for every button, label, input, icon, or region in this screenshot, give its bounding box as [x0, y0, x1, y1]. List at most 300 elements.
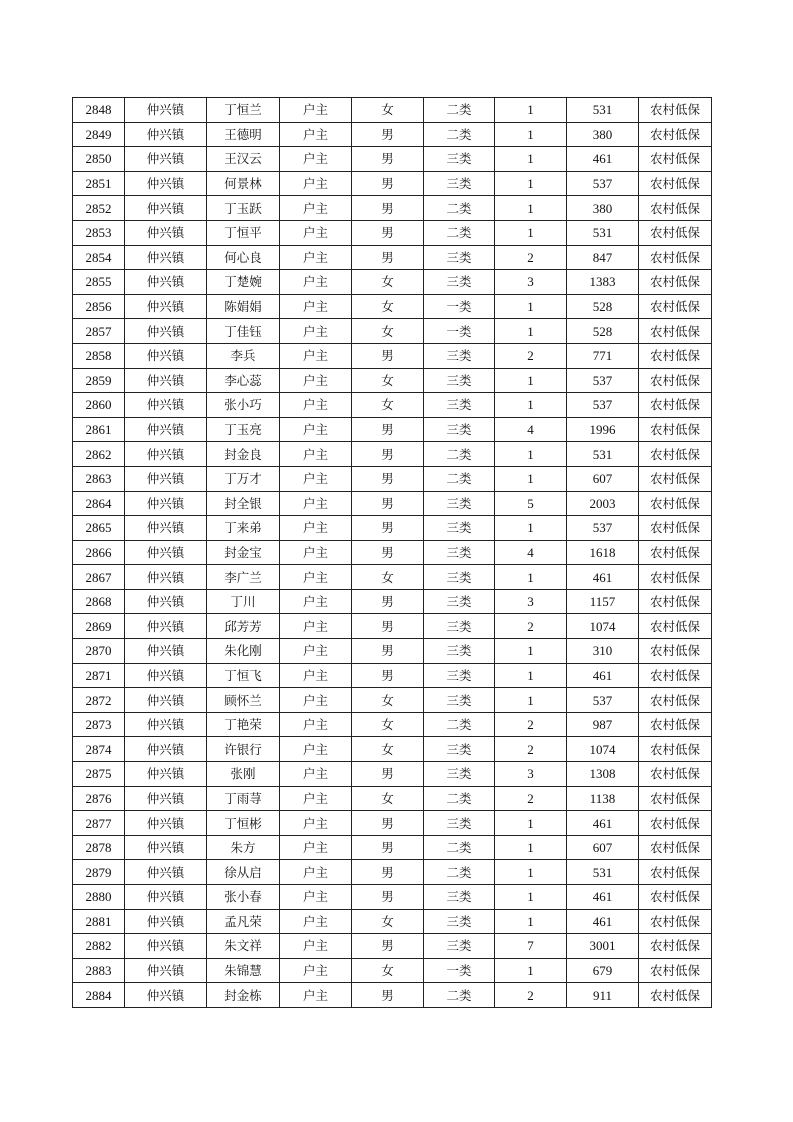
relation-cell: 户主 — [280, 466, 352, 491]
name-cell: 张小巧 — [207, 393, 280, 418]
program-cell: 农村低保 — [639, 491, 712, 516]
relation-cell: 户主 — [280, 909, 352, 934]
town-cell: 仲兴镇 — [125, 393, 207, 418]
amount-cell: 528 — [567, 319, 639, 344]
relation-cell: 户主 — [280, 319, 352, 344]
amount-cell: 528 — [567, 294, 639, 319]
household-size-cell: 1 — [495, 663, 567, 688]
program-cell: 农村低保 — [639, 442, 712, 467]
category-cell: 三类 — [424, 762, 495, 787]
program-cell: 农村低保 — [639, 762, 712, 787]
amount-cell: 537 — [567, 368, 639, 393]
serial-number-cell: 2865 — [73, 516, 125, 541]
table-row — [73, 171, 712, 196]
household-size-cell: 1 — [495, 294, 567, 319]
relation-cell: 户主 — [280, 245, 352, 270]
gender-cell: 男 — [352, 639, 424, 664]
name-cell: 何景林 — [207, 171, 280, 196]
town-cell: 仲兴镇 — [125, 466, 207, 491]
serial-number-cell: 2864 — [73, 491, 125, 516]
name-cell: 丁玉亮 — [207, 417, 280, 442]
household-size-cell: 1 — [495, 442, 567, 467]
category-cell: 三类 — [424, 639, 495, 664]
serial-number-cell: 2875 — [73, 762, 125, 787]
serial-number-cell: 2874 — [73, 737, 125, 762]
category-cell: 三类 — [424, 245, 495, 270]
household-size-cell: 7 — [495, 934, 567, 959]
name-cell: 丁玉跃 — [207, 196, 280, 221]
amount-cell: 987 — [567, 712, 639, 737]
program-cell: 农村低保 — [639, 565, 712, 590]
name-cell: 朱方 — [207, 835, 280, 860]
relation-cell: 户主 — [280, 343, 352, 368]
gender-cell: 男 — [352, 762, 424, 787]
relation-cell: 户主 — [280, 98, 352, 123]
program-cell: 农村低保 — [639, 663, 712, 688]
table-row — [73, 737, 712, 762]
gender-cell: 男 — [352, 540, 424, 565]
amount-cell: 1618 — [567, 540, 639, 565]
amount-cell: 911 — [567, 983, 639, 1008]
serial-number-cell: 2879 — [73, 860, 125, 885]
serial-number-cell: 2882 — [73, 934, 125, 959]
town-cell: 仲兴镇 — [125, 319, 207, 344]
town-cell: 仲兴镇 — [125, 589, 207, 614]
town-cell: 仲兴镇 — [125, 983, 207, 1008]
program-cell: 农村低保 — [639, 737, 712, 762]
household-size-cell: 1 — [495, 639, 567, 664]
relation-cell: 户主 — [280, 196, 352, 221]
gender-cell: 男 — [352, 589, 424, 614]
table-row — [73, 860, 712, 885]
program-cell: 农村低保 — [639, 343, 712, 368]
town-cell: 仲兴镇 — [125, 245, 207, 270]
name-cell: 丁万才 — [207, 466, 280, 491]
amount-cell: 537 — [567, 393, 639, 418]
serial-number-cell: 2869 — [73, 614, 125, 639]
amount-cell: 461 — [567, 909, 639, 934]
program-cell: 农村低保 — [639, 270, 712, 295]
amount-cell: 461 — [567, 147, 639, 172]
program-cell: 农村低保 — [639, 294, 712, 319]
gender-cell: 男 — [352, 491, 424, 516]
category-cell: 三类 — [424, 811, 495, 836]
amount-cell: 1157 — [567, 589, 639, 614]
table-row — [73, 811, 712, 836]
category-cell: 三类 — [424, 663, 495, 688]
relation-cell: 户主 — [280, 393, 352, 418]
household-size-cell: 1 — [495, 811, 567, 836]
name-cell: 丁艳荣 — [207, 712, 280, 737]
table-row — [73, 245, 712, 270]
gender-cell: 女 — [352, 98, 424, 123]
household-size-cell: 2 — [495, 712, 567, 737]
serial-number-cell: 2878 — [73, 835, 125, 860]
allowance-table — [72, 97, 712, 1008]
household-size-cell: 5 — [495, 491, 567, 516]
gender-cell: 男 — [352, 934, 424, 959]
relation-cell: 户主 — [280, 491, 352, 516]
relation-cell: 户主 — [280, 983, 352, 1008]
name-cell: 陈娟娟 — [207, 294, 280, 319]
serial-number-cell: 2854 — [73, 245, 125, 270]
program-cell: 农村低保 — [639, 319, 712, 344]
town-cell: 仲兴镇 — [125, 639, 207, 664]
gender-cell: 男 — [352, 860, 424, 885]
serial-number-cell: 2883 — [73, 958, 125, 983]
amount-cell: 531 — [567, 220, 639, 245]
gender-cell: 女 — [352, 368, 424, 393]
program-cell: 农村低保 — [639, 688, 712, 713]
table-row — [73, 983, 712, 1008]
category-cell: 三类 — [424, 589, 495, 614]
amount-cell: 310 — [567, 639, 639, 664]
category-cell: 三类 — [424, 565, 495, 590]
serial-number-cell: 2859 — [73, 368, 125, 393]
program-cell: 农村低保 — [639, 220, 712, 245]
category-cell: 三类 — [424, 934, 495, 959]
table-row — [73, 565, 712, 590]
program-cell: 农村低保 — [639, 614, 712, 639]
amount-cell: 461 — [567, 663, 639, 688]
amount-cell: 771 — [567, 343, 639, 368]
household-size-cell: 1 — [495, 98, 567, 123]
household-size-cell: 1 — [495, 466, 567, 491]
program-cell: 农村低保 — [639, 196, 712, 221]
category-cell: 二类 — [424, 220, 495, 245]
gender-cell: 女 — [352, 737, 424, 762]
program-cell: 农村低保 — [639, 171, 712, 196]
category-cell: 三类 — [424, 393, 495, 418]
serial-number-cell: 2856 — [73, 294, 125, 319]
relation-cell: 户主 — [280, 565, 352, 590]
amount-cell: 2003 — [567, 491, 639, 516]
gender-cell: 男 — [352, 245, 424, 270]
amount-cell: 607 — [567, 835, 639, 860]
program-cell: 农村低保 — [639, 909, 712, 934]
amount-cell: 1383 — [567, 270, 639, 295]
gender-cell: 男 — [352, 122, 424, 147]
table-row — [73, 417, 712, 442]
relation-cell: 户主 — [280, 663, 352, 688]
town-cell: 仲兴镇 — [125, 811, 207, 836]
category-cell: 三类 — [424, 171, 495, 196]
relation-cell: 户主 — [280, 220, 352, 245]
category-cell: 三类 — [424, 688, 495, 713]
program-cell: 农村低保 — [639, 147, 712, 172]
town-cell: 仲兴镇 — [125, 442, 207, 467]
category-cell: 一类 — [424, 958, 495, 983]
household-size-cell: 1 — [495, 393, 567, 418]
category-cell: 二类 — [424, 860, 495, 885]
name-cell: 丁川 — [207, 589, 280, 614]
name-cell: 李兵 — [207, 343, 280, 368]
table-row — [73, 343, 712, 368]
program-cell: 农村低保 — [639, 835, 712, 860]
program-cell: 农村低保 — [639, 860, 712, 885]
town-cell: 仲兴镇 — [125, 417, 207, 442]
serial-number-cell: 2855 — [73, 270, 125, 295]
table-row — [73, 393, 712, 418]
gender-cell: 女 — [352, 688, 424, 713]
serial-number-cell: 2870 — [73, 639, 125, 664]
relation-cell: 户主 — [280, 614, 352, 639]
name-cell: 封全银 — [207, 491, 280, 516]
gender-cell: 女 — [352, 393, 424, 418]
program-cell: 农村低保 — [639, 516, 712, 541]
name-cell: 张小春 — [207, 885, 280, 910]
name-cell: 张刚 — [207, 762, 280, 787]
program-cell: 农村低保 — [639, 122, 712, 147]
household-size-cell: 1 — [495, 220, 567, 245]
household-size-cell: 4 — [495, 417, 567, 442]
category-cell: 一类 — [424, 294, 495, 319]
amount-cell: 607 — [567, 466, 639, 491]
program-cell: 农村低保 — [639, 786, 712, 811]
relation-cell: 户主 — [280, 270, 352, 295]
amount-cell: 537 — [567, 516, 639, 541]
table-row — [73, 516, 712, 541]
serial-number-cell: 2871 — [73, 663, 125, 688]
gender-cell: 男 — [352, 983, 424, 1008]
category-cell: 二类 — [424, 98, 495, 123]
serial-number-cell: 2863 — [73, 466, 125, 491]
amount-cell: 461 — [567, 565, 639, 590]
gender-cell: 男 — [352, 663, 424, 688]
table-row — [73, 909, 712, 934]
amount-cell: 531 — [567, 860, 639, 885]
amount-cell: 461 — [567, 885, 639, 910]
name-cell: 李心蕊 — [207, 368, 280, 393]
category-cell: 三类 — [424, 885, 495, 910]
program-cell: 农村低保 — [639, 983, 712, 1008]
town-cell: 仲兴镇 — [125, 220, 207, 245]
town-cell: 仲兴镇 — [125, 688, 207, 713]
serial-number-cell: 2876 — [73, 786, 125, 811]
serial-number-cell: 2849 — [73, 122, 125, 147]
gender-cell: 男 — [352, 171, 424, 196]
household-size-cell: 1 — [495, 688, 567, 713]
category-cell: 二类 — [424, 835, 495, 860]
household-size-cell: 1 — [495, 122, 567, 147]
serial-number-cell: 2880 — [73, 885, 125, 910]
name-cell: 王德明 — [207, 122, 280, 147]
category-cell: 三类 — [424, 491, 495, 516]
name-cell: 何心良 — [207, 245, 280, 270]
category-cell: 三类 — [424, 909, 495, 934]
program-cell: 农村低保 — [639, 98, 712, 123]
serial-number-cell: 2881 — [73, 909, 125, 934]
serial-number-cell: 2884 — [73, 983, 125, 1008]
town-cell: 仲兴镇 — [125, 712, 207, 737]
serial-number-cell: 2866 — [73, 540, 125, 565]
name-cell: 孟凡荣 — [207, 909, 280, 934]
amount-cell: 1074 — [567, 737, 639, 762]
name-cell: 顾怀兰 — [207, 688, 280, 713]
household-size-cell: 1 — [495, 319, 567, 344]
serial-number-cell: 2867 — [73, 565, 125, 590]
serial-number-cell: 2873 — [73, 712, 125, 737]
name-cell: 许银行 — [207, 737, 280, 762]
table-row — [73, 368, 712, 393]
household-size-cell: 2 — [495, 737, 567, 762]
relation-cell: 户主 — [280, 639, 352, 664]
category-cell: 二类 — [424, 122, 495, 147]
amount-cell: 537 — [567, 171, 639, 196]
table-row — [73, 688, 712, 713]
gender-cell: 男 — [352, 885, 424, 910]
program-cell: 农村低保 — [639, 712, 712, 737]
gender-cell: 男 — [352, 442, 424, 467]
name-cell: 朱锦慧 — [207, 958, 280, 983]
category-cell: 一类 — [424, 319, 495, 344]
relation-cell: 户主 — [280, 540, 352, 565]
household-size-cell: 1 — [495, 958, 567, 983]
relation-cell: 户主 — [280, 762, 352, 787]
gender-cell: 女 — [352, 294, 424, 319]
town-cell: 仲兴镇 — [125, 343, 207, 368]
town-cell: 仲兴镇 — [125, 737, 207, 762]
town-cell: 仲兴镇 — [125, 294, 207, 319]
serial-number-cell: 2850 — [73, 147, 125, 172]
serial-number-cell: 2860 — [73, 393, 125, 418]
household-size-cell: 2 — [495, 343, 567, 368]
name-cell: 丁楚婉 — [207, 270, 280, 295]
town-cell: 仲兴镇 — [125, 516, 207, 541]
table-row — [73, 639, 712, 664]
name-cell: 王汉云 — [207, 147, 280, 172]
household-size-cell: 1 — [495, 860, 567, 885]
household-size-cell: 2 — [495, 614, 567, 639]
serial-number-cell: 2862 — [73, 442, 125, 467]
amount-cell: 380 — [567, 196, 639, 221]
relation-cell: 户主 — [280, 171, 352, 196]
household-size-cell: 4 — [495, 540, 567, 565]
gender-cell: 女 — [352, 958, 424, 983]
town-cell: 仲兴镇 — [125, 958, 207, 983]
household-size-cell: 3 — [495, 589, 567, 614]
program-cell: 农村低保 — [639, 393, 712, 418]
table-row — [73, 220, 712, 245]
gender-cell: 男 — [352, 516, 424, 541]
relation-cell: 户主 — [280, 934, 352, 959]
gender-cell: 男 — [352, 614, 424, 639]
table-row — [73, 934, 712, 959]
household-size-cell: 1 — [495, 368, 567, 393]
table-row — [73, 786, 712, 811]
name-cell: 封金宝 — [207, 540, 280, 565]
table-row — [73, 319, 712, 344]
name-cell: 丁来弟 — [207, 516, 280, 541]
relation-cell: 户主 — [280, 737, 352, 762]
table-row — [73, 762, 712, 787]
town-cell: 仲兴镇 — [125, 147, 207, 172]
serial-number-cell: 2858 — [73, 343, 125, 368]
table-row — [73, 466, 712, 491]
amount-cell: 1074 — [567, 614, 639, 639]
relation-cell: 户主 — [280, 368, 352, 393]
category-cell: 二类 — [424, 466, 495, 491]
category-cell: 二类 — [424, 442, 495, 467]
relation-cell: 户主 — [280, 958, 352, 983]
table-row — [73, 958, 712, 983]
gender-cell: 女 — [352, 909, 424, 934]
town-cell: 仲兴镇 — [125, 122, 207, 147]
relation-cell: 户主 — [280, 589, 352, 614]
table-row — [73, 614, 712, 639]
program-cell: 农村低保 — [639, 958, 712, 983]
category-cell: 三类 — [424, 614, 495, 639]
name-cell: 朱文祥 — [207, 934, 280, 959]
name-cell: 李广兰 — [207, 565, 280, 590]
table-row — [73, 196, 712, 221]
category-cell: 二类 — [424, 786, 495, 811]
serial-number-cell: 2872 — [73, 688, 125, 713]
amount-cell: 1996 — [567, 417, 639, 442]
table-row — [73, 885, 712, 910]
amount-cell: 3001 — [567, 934, 639, 959]
serial-number-cell: 2877 — [73, 811, 125, 836]
amount-cell: 1308 — [567, 762, 639, 787]
household-size-cell: 1 — [495, 835, 567, 860]
relation-cell: 户主 — [280, 712, 352, 737]
program-cell: 农村低保 — [639, 368, 712, 393]
program-cell: 农村低保 — [639, 589, 712, 614]
town-cell: 仲兴镇 — [125, 614, 207, 639]
household-size-cell: 1 — [495, 909, 567, 934]
relation-cell: 户主 — [280, 516, 352, 541]
gender-cell: 男 — [352, 417, 424, 442]
program-cell: 农村低保 — [639, 245, 712, 270]
relation-cell: 户主 — [280, 786, 352, 811]
category-cell: 二类 — [424, 712, 495, 737]
amount-cell: 847 — [567, 245, 639, 270]
name-cell: 丁雨荨 — [207, 786, 280, 811]
town-cell: 仲兴镇 — [125, 196, 207, 221]
category-cell: 三类 — [424, 540, 495, 565]
relation-cell: 户主 — [280, 835, 352, 860]
serial-number-cell: 2857 — [73, 319, 125, 344]
town-cell: 仲兴镇 — [125, 368, 207, 393]
household-size-cell: 3 — [495, 762, 567, 787]
town-cell: 仲兴镇 — [125, 270, 207, 295]
serial-number-cell: 2868 — [73, 589, 125, 614]
serial-number-cell: 2861 — [73, 417, 125, 442]
table-body — [73, 98, 712, 1008]
relation-cell: 户主 — [280, 417, 352, 442]
table-row — [73, 294, 712, 319]
relation-cell: 户主 — [280, 147, 352, 172]
town-cell: 仲兴镇 — [125, 540, 207, 565]
name-cell: 封金良 — [207, 442, 280, 467]
program-cell: 农村低保 — [639, 885, 712, 910]
town-cell: 仲兴镇 — [125, 762, 207, 787]
gender-cell: 女 — [352, 319, 424, 344]
town-cell: 仲兴镇 — [125, 171, 207, 196]
category-cell: 三类 — [424, 270, 495, 295]
table-row — [73, 491, 712, 516]
table-row — [73, 589, 712, 614]
program-cell: 农村低保 — [639, 934, 712, 959]
serial-number-cell: 2851 — [73, 171, 125, 196]
amount-cell: 1138 — [567, 786, 639, 811]
amount-cell: 461 — [567, 811, 639, 836]
town-cell: 仲兴镇 — [125, 835, 207, 860]
amount-cell: 380 — [567, 122, 639, 147]
table-row — [73, 122, 712, 147]
amount-cell: 531 — [567, 442, 639, 467]
gender-cell: 女 — [352, 565, 424, 590]
